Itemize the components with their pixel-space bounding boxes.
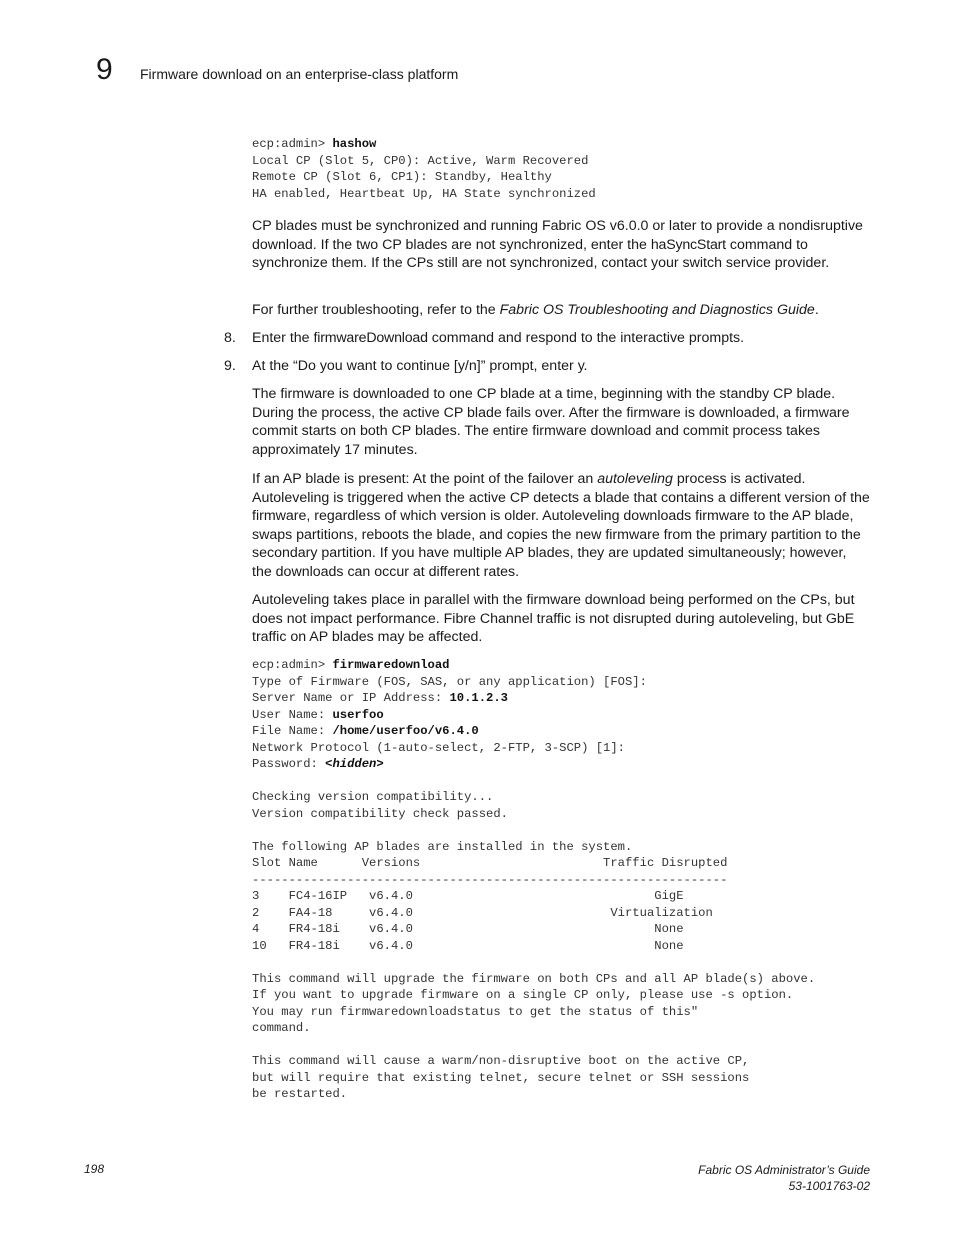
code-lines: This command will cause a warm/non-disruptive boot on the active CP, but will require that existing telnet, secure telnet or SSH sessions be restarted. bbox=[252, 1054, 750, 1101]
step-8-text bbox=[252, 329, 870, 348]
paragraph-ap-blade bbox=[252, 470, 870, 582]
text: For further troubleshooting, refer to the bbox=[252, 302, 500, 318]
code-value: <hidden> bbox=[325, 757, 384, 771]
code-value: 10.1.2.3 bbox=[449, 691, 508, 705]
code-line: Local CP (Slot 5, CP0): Active, Warm Recovered bbox=[252, 153, 589, 168]
chapter-number: 9 bbox=[96, 53, 113, 86]
code-label: Server Name or IP Address: bbox=[252, 691, 450, 705]
code-command: hashow bbox=[332, 137, 377, 151]
text: . bbox=[814, 302, 819, 318]
code-label: User Name: bbox=[252, 707, 333, 722]
table-header: Slot Name Versions Traffic Disrupted bbox=[252, 856, 728, 870]
paragraph-download-process: The firmware is downloaded to one CP blade at a time, beginning with the standby CP blade. During the process, the active CP blade fails over. After the firmware is downloaded, a firmware commit starts on both CP blades. The entire firmware download and commit process takes approximately 17 minutes. bbox=[252, 386, 850, 458]
page-number: 198 bbox=[84, 1162, 105, 1176]
code-lines: Checking version compatibility... Version compatibility check passed. bbox=[252, 790, 508, 821]
code-block-firmwaredownload bbox=[252, 657, 815, 1103]
table-rows: 3 FC4-16IP v6.4.0 GigE 2 FA4-18 v6.4.0 Virtualization 4 FR4-18i v6.4.0 None 10 FR4-18i v6.4.0 None bbox=[252, 889, 713, 953]
doc-number: 53-1001763-02 bbox=[788, 1179, 870, 1193]
footer-doc-info bbox=[698, 1162, 870, 1194]
guide-title: Fabric OS Administrator’s Guide bbox=[698, 1163, 870, 1177]
step-9-text bbox=[252, 357, 870, 376]
text: At the “Do you want to continue [y/n]” prompt, enter bbox=[252, 358, 578, 374]
guide-reference: Fabric OS Troubleshooting and Diagnostics Guide bbox=[499, 302, 815, 318]
chapter-title: Firmware download on an enterprise-class platform bbox=[140, 66, 459, 82]
table-rule: ----------------------------------------------------------------- bbox=[252, 872, 728, 887]
code-block-hashow bbox=[252, 136, 596, 202]
code-label: File Name: bbox=[252, 724, 333, 738]
term: autoleveling bbox=[597, 471, 673, 487]
text: command and respond to the interactive prompts. bbox=[427, 330, 745, 346]
text: Enter the bbox=[252, 330, 314, 346]
paragraph-troubleshooting bbox=[252, 301, 870, 320]
code-prompt: ecp:admin> bbox=[252, 137, 333, 151]
step-number: 9. bbox=[224, 358, 236, 374]
code-line: HA enabled, Heartbeat Up, HA State synchronized bbox=[252, 186, 596, 201]
code-line: The following AP blades are installed in the system. bbox=[252, 839, 633, 854]
paragraph-autoleveling: Autoleveling takes place in parallel with the firmware download being performed on the CPs, but does not impact performance. Fibre Channel traffic is not disrupted during autoleveling, but GbE traffic on AP blades may be affected. bbox=[252, 592, 855, 646]
command-name: firmwareDownload bbox=[313, 330, 428, 346]
text: command to synchronize them. If the CPs still are not synchronized, contact your switch service provider. bbox=[252, 236, 830, 272]
text: process is activated. Autoleveling is triggered when the active CP detects a blade that contains a different version of the firmware, regardless of which version is older. Autoleveling downloads firmware to the AP blade, swaps partitions, reboots the blade, and copies the new firmware from the primary partition to the secondary partition. If you have multiple AP blades, they are updated simultaneously; however, the downloads can occur at different rates. bbox=[252, 471, 870, 580]
text: CP blades must be synchronized and running Fabric OS v6.0.0 or later to provide a nondisruptive download. If the two CP blades are not synchronized, enter the bbox=[252, 218, 863, 253]
text: : At the point of the failover an bbox=[405, 471, 598, 487]
command-name: haSyncStart bbox=[650, 236, 726, 253]
step-number: 8. bbox=[224, 330, 236, 346]
code-value: /home/userfoo/v6.4.0 bbox=[332, 724, 479, 738]
paragraph-sync-requirement bbox=[252, 217, 870, 273]
code-command: firmwaredownload bbox=[332, 658, 450, 672]
code-prompt: ecp:admin> bbox=[252, 658, 333, 672]
code-value: userfoo bbox=[332, 707, 384, 722]
code-label: Password: bbox=[252, 757, 326, 771]
code-line: Type of Firmware (FOS, SAS, or any application) [FOS]: bbox=[252, 674, 647, 689]
code-line: Remote CP (Slot 6, CP1): Standby, Healthy bbox=[252, 170, 552, 184]
code-lines: This command will upgrade the firmware on both CPs and all AP blade(s) above. If you want to upgrade firmware on a single CP only, please use -s option. You may run firmwaredownloadstatus to get the status of this" command. bbox=[252, 971, 816, 1035]
lead-in: If an AP blade is present bbox=[252, 471, 406, 487]
command-name: y. bbox=[577, 358, 588, 374]
code-line: Network Protocol (1-auto-select, 2-FTP, 3-SCP) [1]: bbox=[252, 740, 625, 755]
